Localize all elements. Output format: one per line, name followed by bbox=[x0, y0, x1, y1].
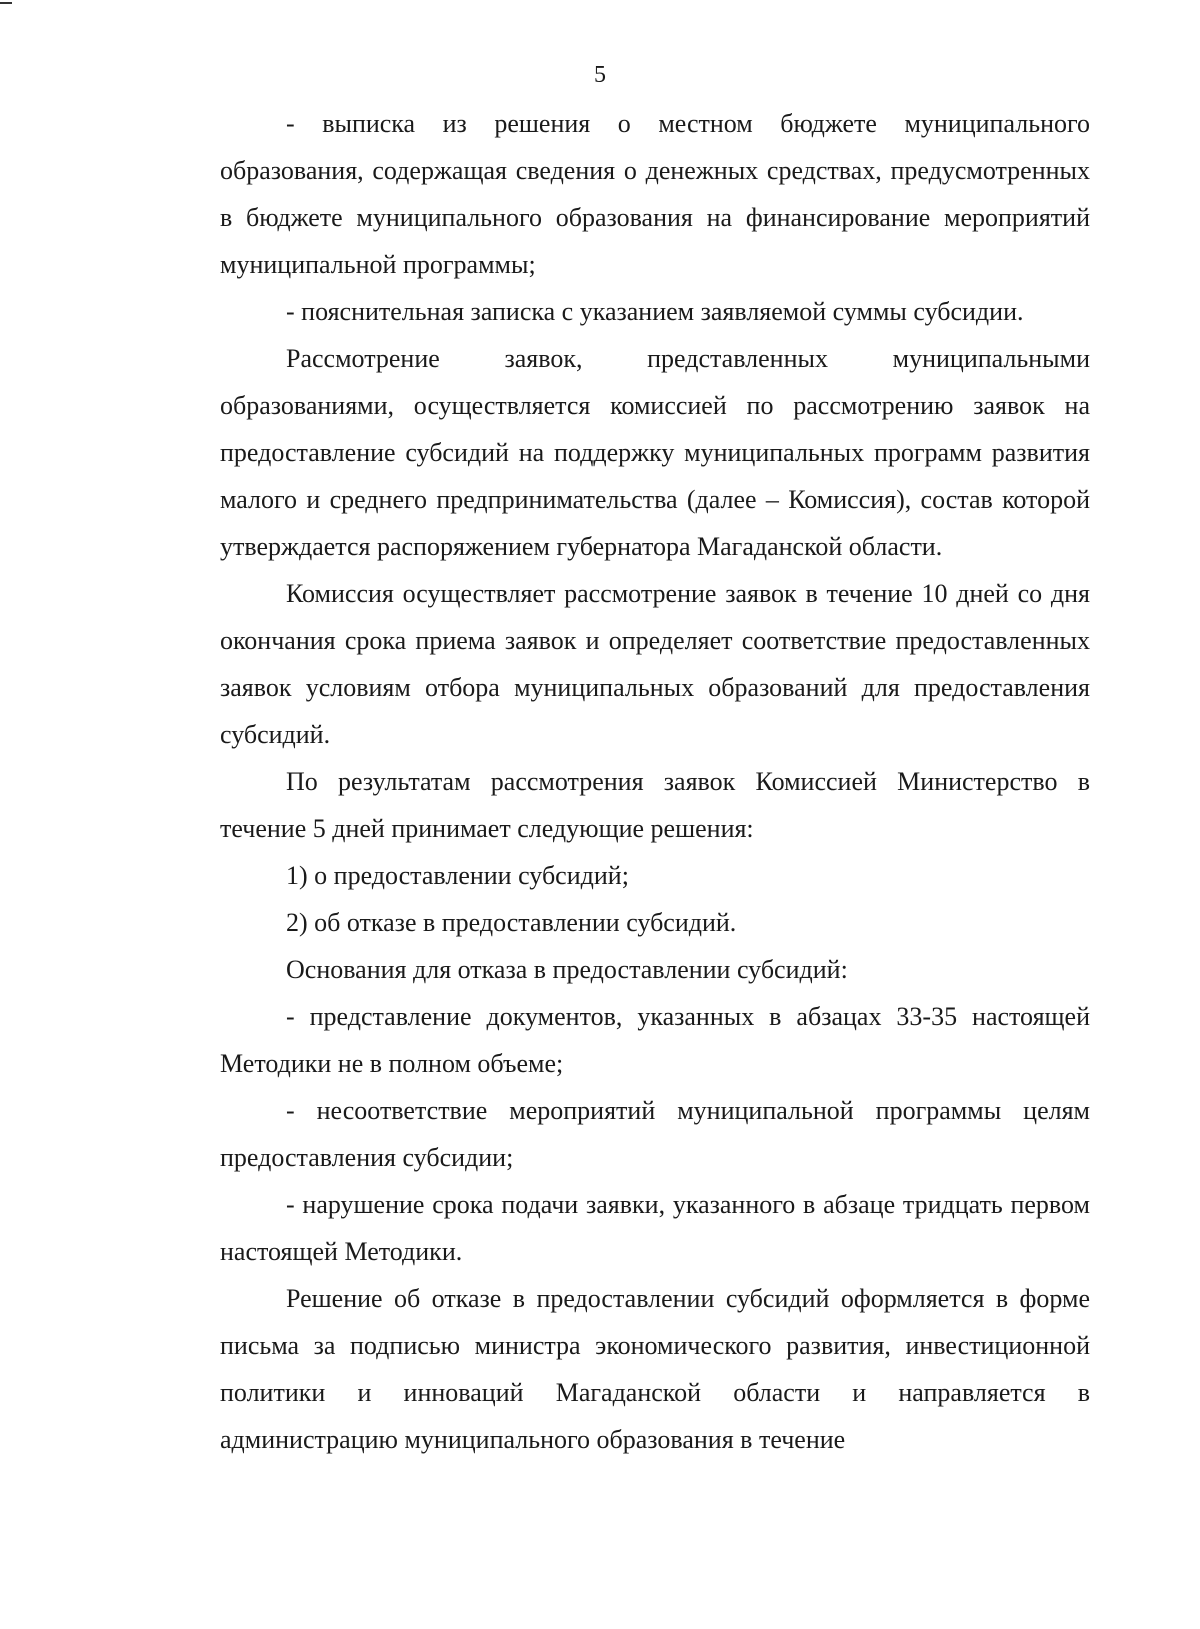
paragraph-review-period: Комиссия осуществляет рассмотрение заявок в течение 10 дней со дня окончания срока приема заявок и определяет соответствие предоставленных заявок условиям отбора муниципальных образований для предоставления субсидий. bbox=[220, 579, 1090, 749]
scan-edge-mark bbox=[0, 2, 12, 4]
paragraph-refusal-grounds: Основания для отказа в предоставлении субсидий: bbox=[286, 955, 848, 984]
paragraph-budget-extract: - выписка из решения о местном бюджете муниципального образования, содержащая сведения о денежных средствах, предусмотренных в бюджете муниципального образования на финансирование мероприятий муниципальной программы; bbox=[220, 109, 1090, 279]
list-item-deadline-violation: - нарушение срока подачи заявки, указанного в абзаце тридцать первом настоящей Методики. bbox=[220, 1190, 1090, 1266]
paragraph-explanatory-note: - пояснительная записка с указанием заявляемой суммы субсидии. bbox=[286, 297, 1024, 326]
list-item-refusal: 2) об отказе в предоставлении субсидий. bbox=[286, 908, 737, 937]
list-item-goal-mismatch: - несоответствие мероприятий муниципальной программы целям предоставления субсидии; bbox=[220, 1096, 1090, 1172]
paragraph-ministry-decisions: По результатам рассмотрения заявок Комиссией Министерство в течение 5 дней принимает следующие решения: bbox=[220, 767, 1090, 843]
paragraph-refusal-letter: Решение об отказе в предоставлении субсидий оформляется в форме письма за подписью министра экономического развития, инвестиционной политики и инноваций Магаданской области и направляется в администрацию муниципального образования в течение bbox=[220, 1284, 1090, 1454]
paragraph-commission-review: Рассмотрение заявок, представленных муниципальными образованиями, осуществляется комиссией по рассмотрению заявок на предоставление субсидий на поддержку муниципальных программ развития малого и среднего предпринимательства (далее – Комиссия), состав которой утверждается распоряжением губернатора Магаданской области. bbox=[220, 344, 1090, 561]
page-number: 5 bbox=[594, 62, 606, 88]
document-body bbox=[220, 100, 1090, 1463]
list-item-grant: 1) о предоставлении субсидий; bbox=[286, 861, 629, 890]
list-item-incomplete-documents: - представление документов, указанных в абзацах 33-35 настоящей Методики не в полном объеме; bbox=[220, 1002, 1090, 1078]
